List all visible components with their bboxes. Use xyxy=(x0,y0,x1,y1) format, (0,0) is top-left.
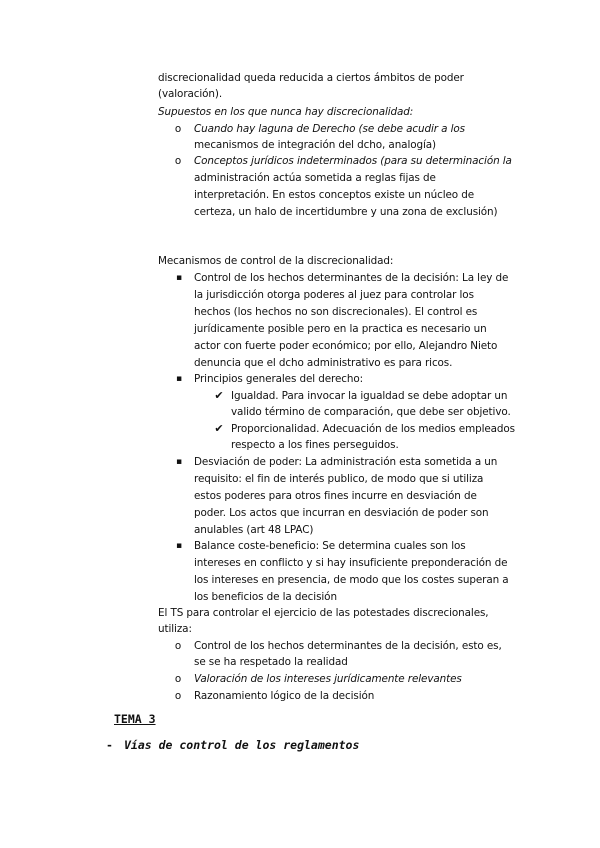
control-hechos-line-4: jurídicamente posible pero en la practica es necesario un xyxy=(194,323,487,335)
desviacion-line-4: poder. Los actos que incurran en desviación de poder son xyxy=(194,507,489,519)
desviacion-line-1: Desviación de poder: La administración esta sometida a un xyxy=(194,456,498,468)
square-bullet-icon: ▪ xyxy=(175,457,183,467)
supuestos-heading: Supuestos en los que nunca hay discrecionalidad: xyxy=(158,106,414,118)
ts-item-2: Valoración de los intereses jurídicamente relevantes xyxy=(194,673,462,685)
principios-line-1: Principios generales del derecho: xyxy=(194,373,364,385)
checkmark-icon: ✔ xyxy=(214,389,224,402)
supuestos-item-2-line-2: administración actúa sometida a reglas fijas de xyxy=(194,172,436,184)
control-hechos-line-6: denuncia que el dcho administrativo es para ricos. xyxy=(194,357,453,369)
square-bullet-icon: ▪ xyxy=(175,541,183,551)
proporcionalidad-line-2: respecto a los fines perseguidos. xyxy=(231,439,399,451)
desviacion-line-2: requisito: el fin de interés publico, de modo que si utiliza xyxy=(194,473,484,485)
ts-item-1-line-2: se se ha respetado la realidad xyxy=(194,656,348,668)
section-subtitle-vias-control: Vías de control de los reglamentos xyxy=(124,738,360,752)
desviacion-line-3: estos poderes para otros fines incurre en desviación de xyxy=(194,490,477,502)
supuestos-item-2-line-4: certeza, un halo de incertidumbre y una zona de exclusión) xyxy=(194,206,498,218)
igualdad-line-1: Igualdad. Para invocar la igualdad se debe adoptar un xyxy=(231,390,508,402)
hollow-bullet-icon: o xyxy=(174,690,182,702)
control-hechos-line-2: la jurisdicción otorga poderes al juez para controlar los xyxy=(194,289,474,301)
ts-item-3: Razonamiento lógico de la decisión xyxy=(194,690,375,702)
hollow-bullet-icon: o xyxy=(174,123,182,135)
ts-line-1: El TS para controlar el ejercicio de las potestades discrecionales, xyxy=(158,607,489,619)
square-bullet-icon: ▪ xyxy=(175,273,183,283)
balance-line-2: intereses en conflicto y si hay insuficiente preponderación de xyxy=(194,557,508,569)
dash-bullet-icon: - xyxy=(106,738,113,752)
balance-line-4: los beneficios de la decisión xyxy=(194,591,337,603)
ts-item-1-line-1: Control de los hechos determinantes de la decisión, esto es, xyxy=(194,640,502,652)
hollow-bullet-icon: o xyxy=(174,640,182,652)
supuestos-item-1-line-2: mecanismos de integración del dcho, analogía) xyxy=(194,139,436,151)
intro-line-2: (valoración). xyxy=(158,88,223,100)
mecanismos-heading: Mecanismos de control de la discrecionalidad: xyxy=(158,255,394,267)
control-hechos-line-5: actor con fuerte poder económico; por ello, Alejandro Nieto xyxy=(194,340,498,352)
supuestos-item-1-line-1: Cuando hay laguna de Derecho (se debe acudir a los xyxy=(194,123,465,135)
hollow-bullet-icon: o xyxy=(174,673,182,685)
control-hechos-line-1: Control de los hechos determinantes de la decisión: La ley de xyxy=(194,272,509,284)
igualdad-line-2: valido término de comparación, que debe ser objetivo. xyxy=(231,406,511,418)
supuestos-item-2-line-3: interpretación. En estos conceptos existe un núcleo de xyxy=(194,189,475,201)
intro-line-1: discrecionalidad queda reducida a ciertos ámbitos de poder xyxy=(158,72,464,84)
checkmark-icon: ✔ xyxy=(214,422,224,435)
supuestos-item-2-line-1: Conceptos jurídicos indeterminados (para su determinación la xyxy=(194,155,512,167)
balance-line-1: Balance coste-beneficio: Se determina cuales son los xyxy=(194,540,466,552)
control-hechos-line-3: hechos (los hechos no son discrecionales). El control es xyxy=(194,306,478,318)
balance-line-3: los intereses en presencia, de modo que los costes superan a xyxy=(194,574,509,586)
ts-line-2: utiliza: xyxy=(158,623,192,635)
section-title-tema-3: TEMA 3 xyxy=(114,712,156,726)
square-bullet-icon: ▪ xyxy=(175,374,183,384)
desviacion-line-5: anulables (art 48 LPAC) xyxy=(194,524,314,536)
proporcionalidad-line-1: Proporcionalidad. Adecuación de los medios empleados xyxy=(231,423,515,435)
hollow-bullet-icon: o xyxy=(174,155,182,167)
